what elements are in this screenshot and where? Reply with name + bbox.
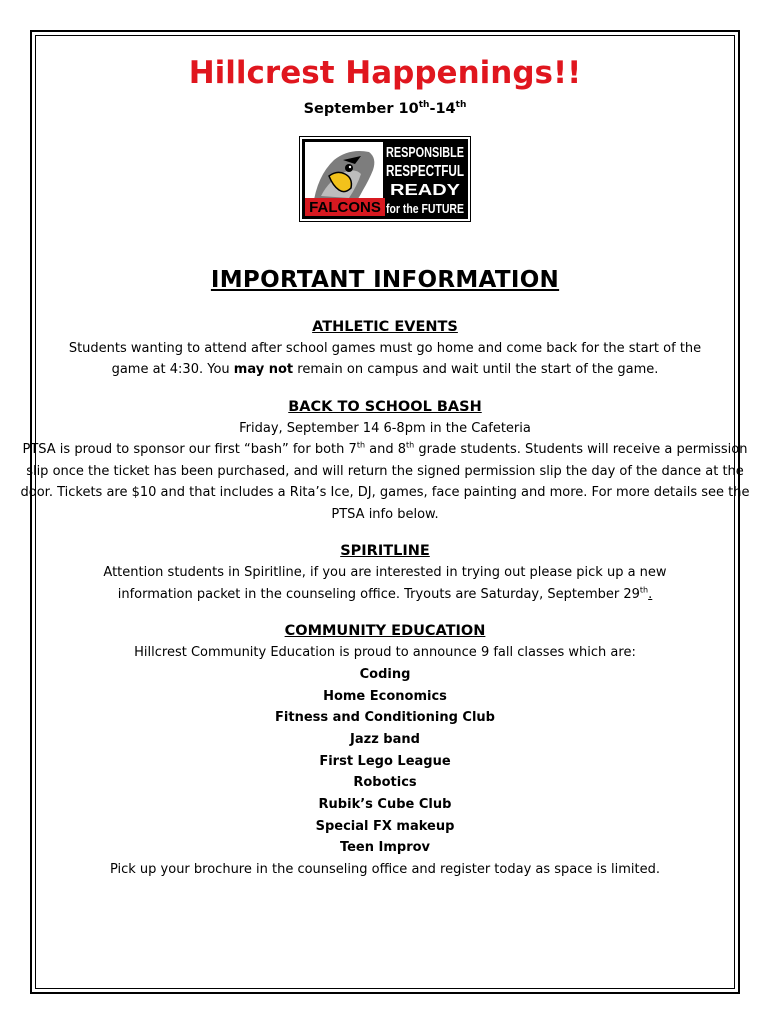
spiritline-text: Attention students in Spiritline, if you are interested in trying out please pick up a new information packet in the counseling office. Tryouts are Saturday, September 29th. (103, 565, 667, 602)
falcons-logo (299, 136, 471, 222)
bash-when: Friday, September 14 6-8pm in the Cafeteria (239, 420, 531, 436)
back-to-school-bash-title: BACK TO SCHOOL BASH (288, 398, 482, 415)
logo-line-3: READY (390, 181, 461, 199)
athletic-events-title: ATHLETIC EVENTS (312, 318, 458, 335)
logo-line-4: for the FUTURE (386, 200, 465, 216)
class-item: Rubik’s Cube Club (318, 797, 452, 813)
class-item: Robotics (353, 775, 417, 791)
class-item: First Lego League (319, 753, 451, 769)
logo-line-1: RESPONSIBLE (386, 144, 465, 161)
falcons-badge-text: FALCONS (309, 198, 381, 216)
falcons-badge (305, 198, 385, 216)
class-item: Coding (359, 666, 411, 682)
class-item: Jazz band (350, 731, 420, 747)
bash-text: PTSA is proud to sponsor our first “bash” for both 7th and 8th grade students. Students will receive a permission slip once the ticket has been purchased, and will return the signed permission slip the day of the dance at the door. Tickets are $10 and that includes a Rita’s Ice, DJ, games, face painting and more. For more details see the PTSA info below. (20, 441, 750, 522)
community-education-title: COMMUNITY EDUCATION (284, 623, 486, 640)
class-item: Fitness and Conditioning Club (275, 710, 495, 726)
important-information-heading: IMPORTANT INFORMATION (210, 266, 560, 293)
community-education-section (40, 622, 730, 880)
community-intro: Hillcrest Community Education is proud to announce 9 fall classes which are: (134, 645, 636, 661)
athletic-events-text: Students wanting to attend after school games must go home and come back for the start of the game at 4:30. You may not remain on campus and wait until the start of the game. (68, 340, 702, 378)
spiritline-title: SPIRITLINE (340, 543, 430, 560)
community-closing: Pick up your brochure in the counseling office and register today as space is limited. (109, 862, 661, 878)
spiritline-section (40, 542, 730, 605)
newsletter-title: Hillcrest Happenings!! (188, 55, 582, 91)
newsletter (20, 54, 750, 881)
class-item: Teen Improv (339, 840, 431, 856)
week-dates: September 10th-14th (303, 100, 467, 117)
logo-line-2: RESPECTFUL (386, 162, 465, 180)
athletic-events-section (40, 318, 730, 381)
class-item: Home Economics (323, 688, 447, 704)
class-item: Special FX makeup (315, 818, 455, 834)
back-to-school-bash-section (20, 398, 750, 526)
